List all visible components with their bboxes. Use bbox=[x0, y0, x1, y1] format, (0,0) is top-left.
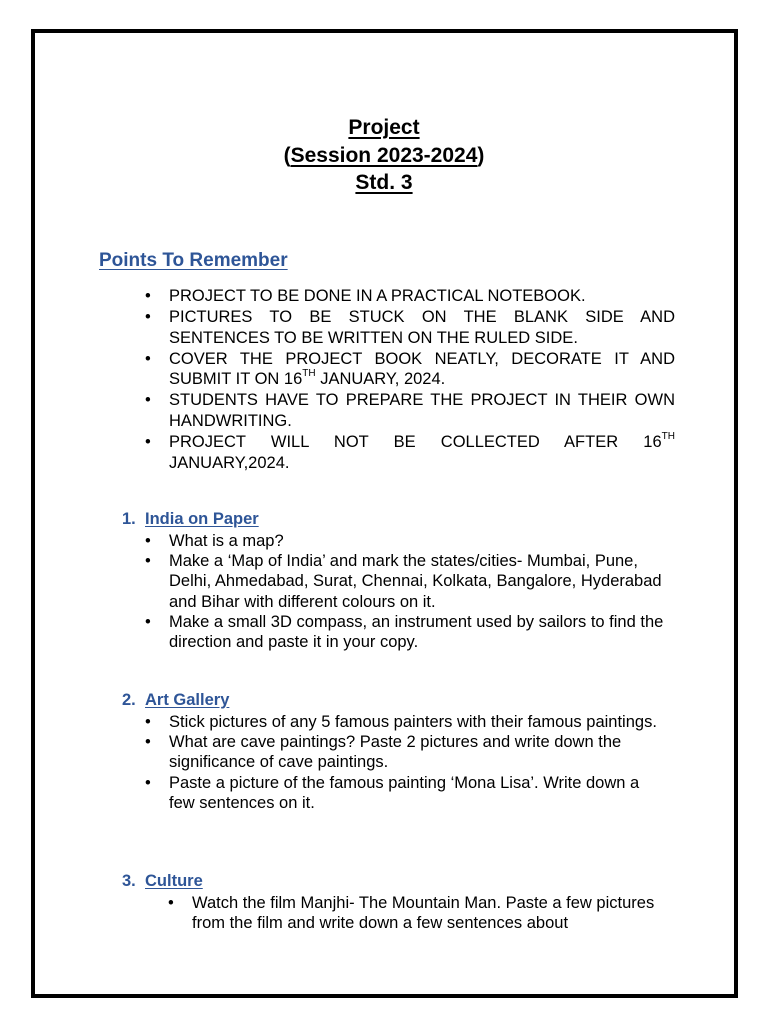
bullet-icon: • bbox=[145, 391, 151, 409]
bullet-icon: • bbox=[145, 532, 151, 550]
points-heading: Points To Remember bbox=[99, 250, 288, 271]
bullet-icon: • bbox=[145, 308, 151, 326]
bullet-icon: • bbox=[145, 432, 151, 451]
point-item-continued: JANUARY,2024. bbox=[169, 453, 290, 472]
title-standard: Std. 3 bbox=[355, 171, 413, 194]
bullet-icon: • bbox=[145, 552, 151, 571]
bullet-icon: • bbox=[168, 894, 174, 912]
title-session: (Session 2023-2024) bbox=[283, 143, 485, 167]
point-item: • STUDENTS HAVE TO PREPARE THE PROJECT IN THEIR OWN HANDWRITING. bbox=[145, 391, 675, 430]
points-list bbox=[145, 286, 675, 474]
section-item: • Make a small 3D compass, an instrument used by sailors to find the direction and paste it in your copy. bbox=[145, 612, 664, 652]
document-title bbox=[0, 114, 768, 197]
section-item: • Paste a picture of the famous painting ‘Mona Lisa’. Write down a few sentences on it. bbox=[145, 773, 640, 812]
point-item: • PICTURES TO BE STUCK ON THE BLANK SIDE AND SENTENCES TO BE WRITTEN ON THE RULED SIDE. bbox=[145, 308, 675, 347]
section-item: • Make a ‘Map of India’ and mark the states/cities- Mumbai, Pune, Delhi, Ahmedabad, Surat, Chennai, Kolkata, Bangalore, Hyderabad and Bihar with different colours on it. bbox=[145, 552, 662, 611]
section-heading: 3. Culture bbox=[122, 872, 203, 890]
section-item: • Watch the film Manjhi- The Mountain Man. Paste a few pictures from the film and write down a few sentences about bbox=[168, 894, 655, 933]
point-item: • COVER THE PROJECT BOOK NEATLY, DECORATE IT AND SUBMIT IT ON 16TH JANUARY, 2024. bbox=[145, 349, 675, 388]
section-item: • What is a map? bbox=[145, 532, 284, 550]
title-project: Project bbox=[348, 116, 420, 139]
section-items bbox=[145, 712, 669, 813]
bullet-icon: • bbox=[145, 349, 151, 368]
bullet-icon: • bbox=[145, 287, 151, 305]
point-item: • PROJECT WILL NOT BE COLLECTED AFTER 16TH bbox=[145, 430, 675, 451]
bullet-icon: • bbox=[145, 713, 151, 731]
section-heading: 2. Art Gallery bbox=[122, 691, 230, 709]
section-items bbox=[168, 893, 678, 933]
bullet-icon: • bbox=[145, 612, 151, 631]
section-heading: 1. India on Paper bbox=[122, 510, 259, 528]
section-item: • What are cave paintings? Paste 2 pictures and write down the significance of cave paintings. bbox=[145, 733, 622, 772]
section-item: • Stick pictures of any 5 famous painters with their famous paintings. bbox=[145, 713, 657, 731]
bullet-icon: • bbox=[145, 733, 151, 752]
point-item: • PROJECT TO BE DONE IN A PRACTICAL NOTEBOOK. bbox=[145, 287, 586, 305]
section-items bbox=[145, 531, 669, 652]
bullet-icon: • bbox=[145, 773, 151, 792]
